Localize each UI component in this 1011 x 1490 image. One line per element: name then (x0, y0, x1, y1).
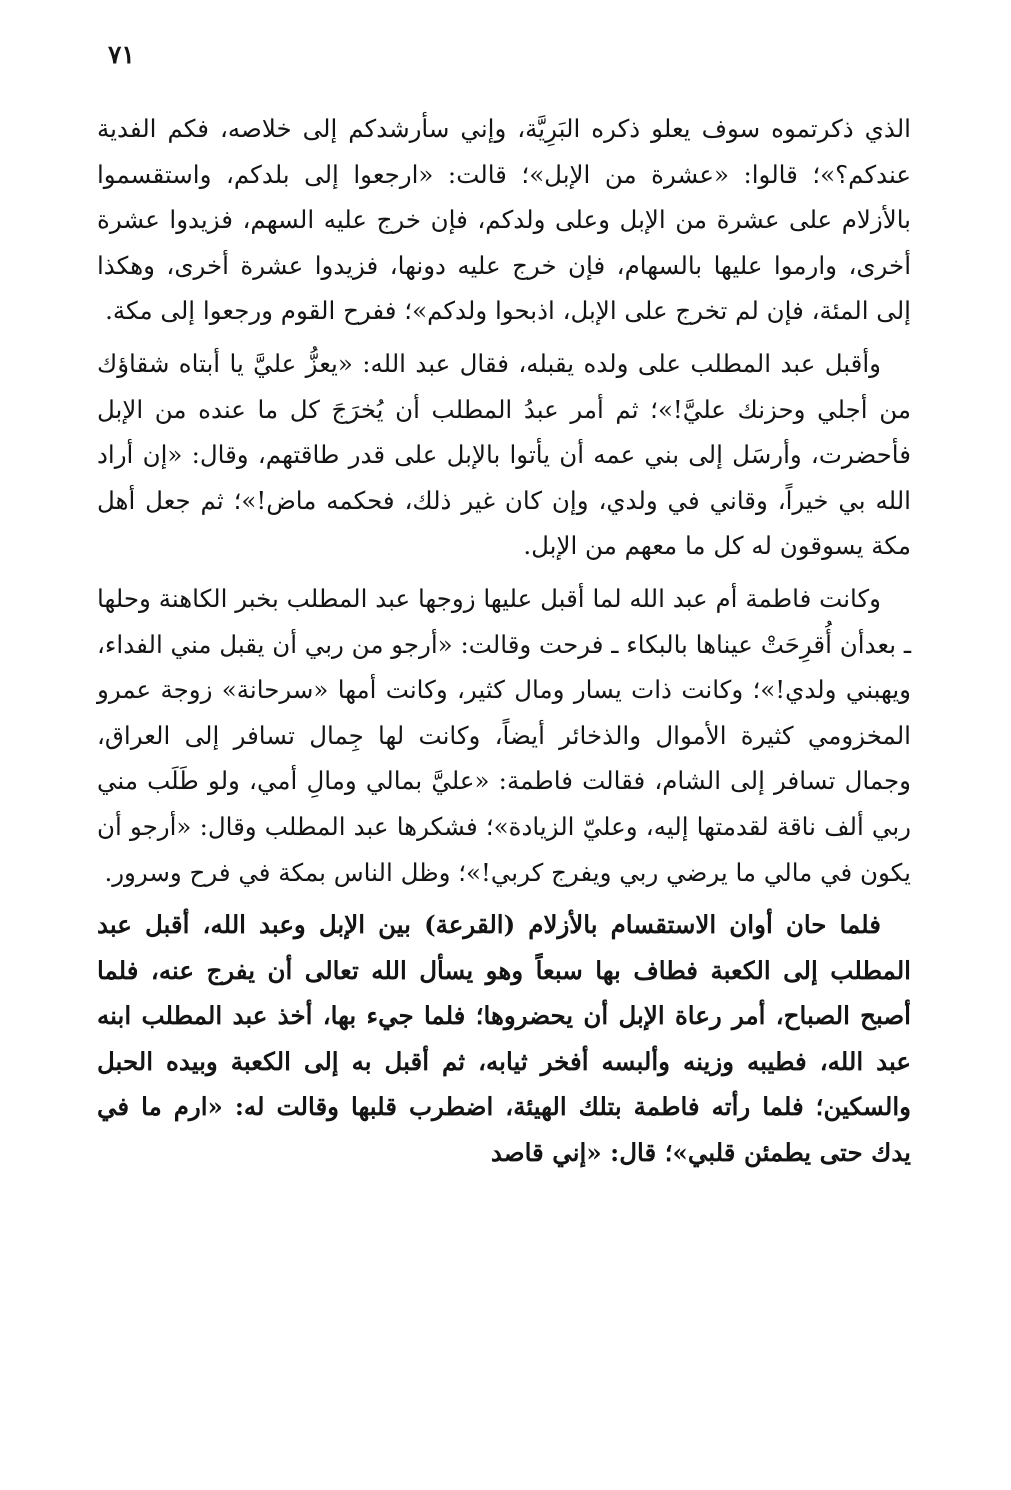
paragraph-1: الذي ذكرتموه سوف يعلو ذكره البَرِيَّة، وإني سأرشدكم إلى خلاصه، فكم الفدية عندكم؟»؛ قالوا: «عشرة من الإبل»؛ قالت: «ارجعوا إلى بلدكم، واستقسموا بالأزلام على عشرة من الإبل وعلى ولدكم، فإن خرج عليه السهم، فزيدوا عشرة أخرى، وارموا عليها بالسهام، فإن خرج عليه دونها، فزيدوا عشرة أخرى، وهكذا إلى المئة، فإن لم تخرج على الإبل، اذبحوا ولدكم»؛ ففرح القوم ورجعوا إلى مكة. (97, 114, 911, 326)
page-number: ٧١ (108, 40, 135, 69)
paragraph-4: فلما حان أوان الاستقسام بالأزلام (القرعة) بين الإبل وعبد الله، أقبل عبد المطلب إلى الكعبة فطاف بها سبعاً وهو يسأل الله تعالى أن يفرج عنه، فلما أصبح الصباح، أمر رعاة الإبل أن يحضروها؛ فلما جيء بها، أخذ عبد المطلب ابنه عبد الله، فطيبه وزينه وألبسه أفخر ثيابه، ثم أقبل به إلى الكعبة وبيده الحبل والسكين؛ فلما رأته فاطمة بتلك الهيئة، اضطرب قلبها وقالت له: «ارم ما في يدك حتى يطمئن قلبي»؛ قال: «إني قاصد (97, 910, 911, 1168)
paragraph-2: وأقبل عبد المطلب على ولده يقبله، فقال عبد الله: «يعزُّ عليَّ يا أبتاه شقاؤك من أجلي وحزنك عليَّ!»؛ ثم أمر عبدُ المطلب أن يُخرَجَ كل ما عنده من الإبل فأحضرت، وأرسَل إلى بني عمه أن يأتوا بالإبل على قدر طاقتهم، وقال: «إن أراد الله بي خيراً، وقاني في ولدي، وإن كان غير ذلك، فحكمه ماض!»؛ ثم جعل أهل مكة يسوقون له كل ما معهم من الإبل. (97, 348, 911, 561)
paragraph-3: وكانت فاطمة أم عبد الله لما أقبل عليها زوجها عبد المطلب بخبر الكاهنة وحلها ـ بعدأن أُقرِحَتْ عيناها بالبكاء ـ فرحت وقالت: «أرجو من ربي أن يقبل مني الفداء، ويهبني ولدي!»؛ وكانت ذات يسار ومال كثير، وكانت أمها «سرحانة» زوجة عمرو المخزومي كثيرة الأموال والذخائر أيضاً، وكانت لها جِمال تسافر إلى العراق، وجمال تسافر إلى الشام، فقالت فاطمة: «عليَّ بمالي ومالِ أمي، ولو طَلَب مني ربي ألف ناقة لقدمتها إليه، وعليّ الزيادة»؛ فشكرها عبد المطلب وقال: «أرجو أن يكون في مالي ما يرضي ربي ويفرج كربي!»؛ وظل الناس بمكة في فرح وسرور. (97, 583, 911, 887)
body-text (97, 106, 911, 1183)
